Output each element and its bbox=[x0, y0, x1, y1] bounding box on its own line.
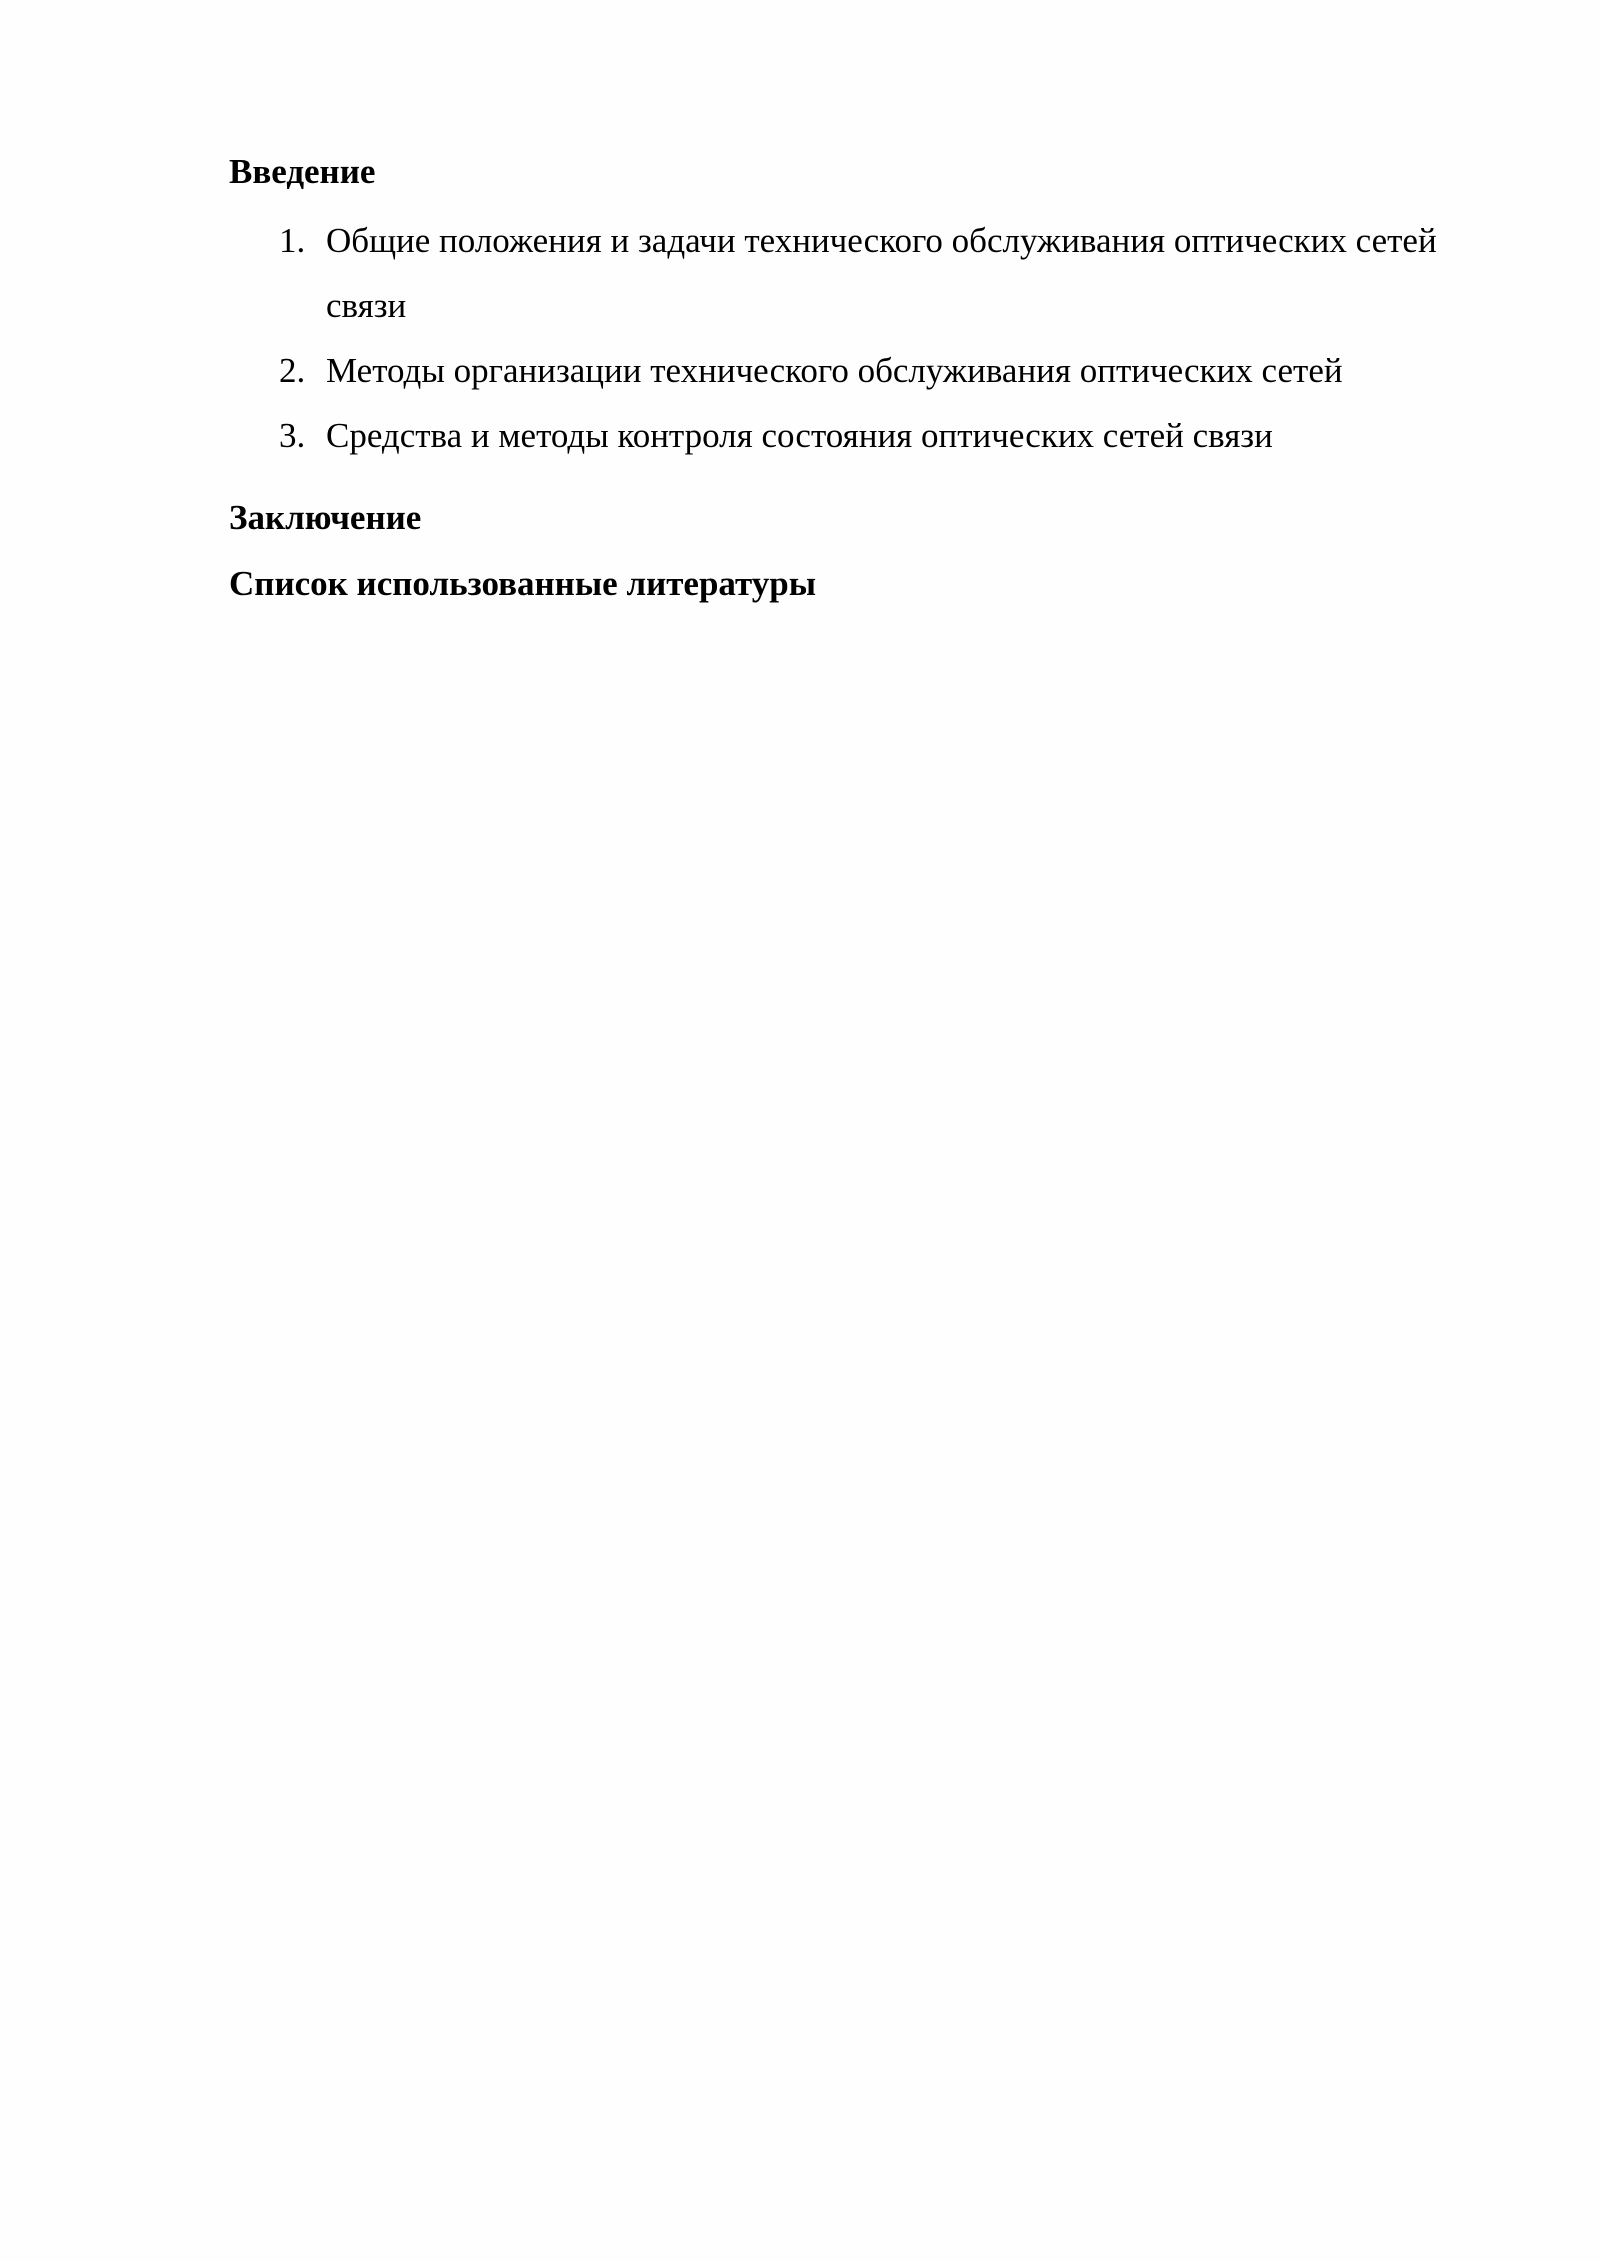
list-item-text: Общие положения и задачи технического обслуживания оптических сетей связи bbox=[326, 221, 1437, 325]
list-item-text: Методы организации технического обслуживания оптических сетей bbox=[326, 351, 1343, 390]
list-item-number: 2. bbox=[279, 351, 306, 390]
list-item-number-wrap bbox=[229, 403, 326, 468]
table-of-contents bbox=[229, 148, 1459, 608]
list-item-number-wrap bbox=[229, 208, 326, 273]
list-item bbox=[229, 403, 1459, 468]
intro-heading: Введение bbox=[229, 152, 376, 191]
list-item-number-wrap bbox=[229, 338, 326, 403]
list-item bbox=[229, 338, 1459, 403]
references-heading: Список использованные литературы bbox=[229, 564, 817, 603]
conclusion-heading: Заключение bbox=[229, 498, 422, 537]
list-item bbox=[229, 208, 1459, 338]
list-item-number: 3. bbox=[279, 416, 306, 455]
list-item-text: Средства и методы контроля состояния оптических сетей связи bbox=[326, 416, 1273, 455]
contents-list bbox=[229, 208, 1459, 468]
list-item-number: 1. bbox=[279, 221, 306, 260]
